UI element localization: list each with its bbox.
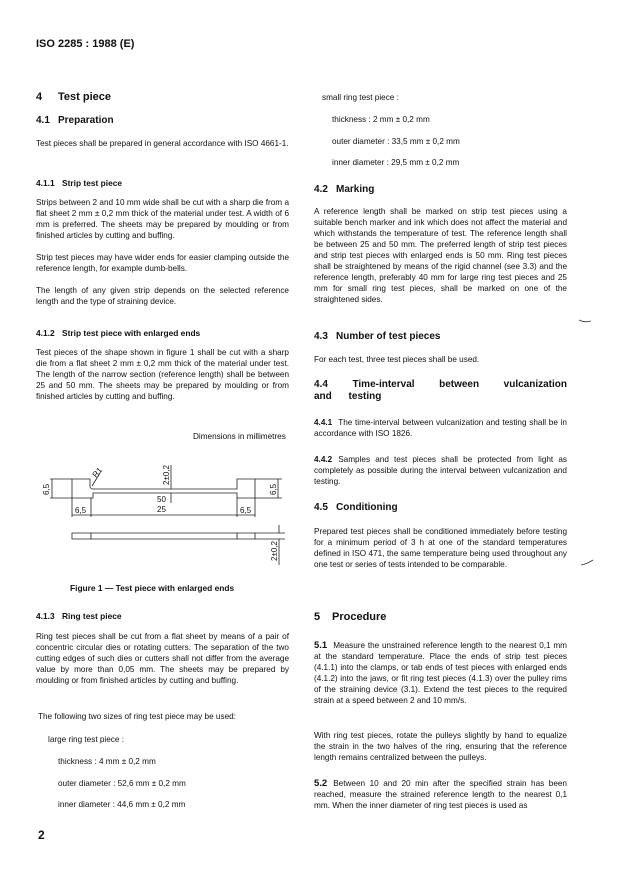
section-4-5-heading — [314, 502, 398, 513]
clause-text: The time-interval between vulcanization and testing shall be in accordance with ISO 1826. — [314, 418, 567, 438]
clause-text: Measure the unstrained reference length to the nearest 0,1 mm at the standard temperature. Place the ends of strip test pieces (4.1.1) into the clamps, or tab ends of test pieces with enlarged ends (4.1.2) into the jaws, or fit ring test pieces (4.1.3) over the pulley rims of the straining device (3.1). Extend the test pieces to the required strain at a speed between 2 and 10 mm/s. — [314, 641, 567, 705]
paragraph: Test pieces shall be prepared in general accordance with ISO 4661-1. — [36, 139, 289, 148]
paragraph: Strip test pieces may have wider ends for easier clamping outside the reference length, for example dumb-bells. — [36, 253, 289, 273]
section-title: Test piece — [58, 91, 111, 103]
list-heading: small ring test piece : — [322, 93, 399, 102]
clause-text: Samples and test pieces shall be protected from light as completely as possible during the interval between vulcanization and testing. — [314, 455, 567, 486]
section-number: 4.1.3 — [36, 611, 55, 621]
length-50-label: 50 — [157, 495, 166, 504]
section-4-4-heading — [314, 379, 567, 403]
clause-number: 5.2 — [314, 778, 328, 789]
thickness-label: 2±0,2 — [270, 541, 279, 561]
width-label: 2±0,2 — [162, 465, 171, 485]
paragraph — [314, 778, 567, 811]
section-number: 5 — [314, 611, 321, 623]
list-item: inner diameter : 29,5 mm ± 0,2 mm — [332, 158, 460, 167]
margin-pen-mark — [578, 318, 592, 324]
section-number: 4.1.1 — [36, 178, 55, 188]
end-length-right-label: 6,5 — [240, 506, 252, 515]
section-number: 4.5 — [314, 502, 328, 513]
paragraph — [314, 417, 567, 439]
section-number: 4.2 — [314, 184, 328, 195]
section-title: Conditioning — [336, 502, 398, 513]
section-number: 4.1 — [36, 115, 50, 126]
figure-1-drawing — [0, 455, 310, 565]
list-heading: large ring test piece : — [48, 735, 125, 744]
list-item: outer diameter : 52,6 mm ± 0,2 mm — [58, 779, 186, 788]
section-4-1-2-heading — [36, 328, 200, 338]
paragraph — [314, 454, 567, 487]
section-title: Preparation — [58, 115, 114, 126]
paragraph: A reference length shall be marked on strip test pieces using a suitable bench marker and ink which does not affect the material and which withstands the temperature of test. The reference length shall be between 25 and 50 mm. The preferred length of strip test pieces and strip test pieces with enlarged ends is 50 mm. Ring test pieces shall be straightened by means of the rigid channel (see 3.3) and the reference length, preferably 40 mm for large ring test pieces and 25 mm for small ring test pieces, shall be marked on one of the straightened sides. — [314, 207, 567, 304]
paragraph: For each test, three test pieces shall be used. — [314, 355, 480, 364]
section-5-heading — [314, 611, 386, 623]
section-number: 4.4 — [314, 379, 328, 390]
list-item: thickness : 2 mm ± 0,2 mm — [332, 115, 430, 124]
figure-caption: Figure 1 — Test piece with enlarged ends — [70, 583, 235, 593]
section-number: 4.1.2 — [36, 328, 55, 338]
paragraph: Test pieces of the shape shown in figure 1 shall be cut with a sharp die from a flat sheet 2 mm ± 0,2 mm thick of the material under test. The length of the narrow section (reference length) shall be between 25 and 50 mm. The sheets may be prepared by moulding or from finished articles by cutting and buffing. — [36, 348, 289, 401]
paragraph: With ring test pieces, rotate the pulleys slightly by hand to equalize the strain in the two halves of the ring, ensuring that the reference length remains centralized between the pulleys. — [314, 731, 567, 762]
end-height-right-label: 6,5 — [269, 483, 278, 495]
paragraph: Strips between 2 and 10 mm wide shall be cut with a sharp die from a flat sheet 2 mm ± 0,2 mm thick of the material under test. A width of 6 mm is preferred. The sheets may be prepared by moulding or from finished articles by cutting and buffing. — [36, 198, 289, 240]
section-4-1-heading — [36, 115, 114, 126]
clause-number: 5.1 — [314, 640, 328, 651]
page-number: 2 — [38, 828, 45, 842]
paragraph — [314, 640, 567, 706]
figure-units-note: Dimensions in millimetres — [193, 432, 286, 441]
clause-number: 4.4.2 — [314, 455, 333, 464]
section-title: Time-interval between vulcanization and testing — [314, 379, 567, 402]
clause-text: Between 10 and 20 min after the specified strain has been reached, measure the strained reference length to the nearest 0,1 mm. When the inner diameter of ring test pieces is used as — [314, 779, 567, 810]
section-4-1-3-heading — [36, 611, 122, 621]
section-number: 4 — [36, 91, 43, 103]
section-4-2-heading — [314, 184, 374, 195]
section-4-3-heading — [314, 331, 440, 342]
section-title: Ring test piece — [62, 611, 122, 621]
section-title: Strip test piece with enlarged ends — [62, 328, 201, 338]
radius-label: R1 — [90, 465, 105, 480]
length-25-label: 25 — [157, 505, 166, 514]
document-header: ISO 2285 : 1988 (E) — [36, 38, 135, 50]
paragraph: Ring test pieces shall be cut from a flat sheet by means of a pair of concentric circular dies or rotating cutters. The separation of the two cutting edges of such dies or cutters shall not differ from the average value by more than 0,05 mm. The sheets may be prepared by moulding or from finished articles by cutting and buffing. — [36, 632, 289, 685]
end-length-left-label: 6,5 — [75, 506, 87, 515]
list-item: outer diameter : 33,5 mm ± 0,2 mm — [332, 137, 460, 146]
clause-number: 4.4.1 — [314, 418, 333, 427]
list-item: inner diameter : 44,6 mm ± 0,2 mm — [58, 800, 186, 809]
paragraph: The following two sizes of ring test piece may be used: — [38, 712, 236, 721]
section-title: Number of test pieces — [336, 331, 441, 342]
list-item: thickness : 4 mm ± 0,2 mm — [58, 757, 156, 766]
test-piece-side-view — [72, 533, 255, 539]
paragraph: Prepared test pieces shall be conditioned immediately before testing for a minimum period of 3 h at one of the standard temperatures defined in ISO 471, the same temperature being used throughout any one test or series of tests intended to be comparable. — [314, 527, 567, 569]
section-number: 4.3 — [314, 331, 328, 342]
margin-pen-mark — [580, 559, 594, 567]
section-4-heading — [36, 91, 111, 103]
section-title: Marking — [336, 184, 375, 195]
end-height-left-label: 6,5 — [42, 483, 51, 495]
paragraph: The length of any given strip depends on the selected reference length and the type of straining device. — [36, 286, 289, 306]
section-title: Procedure — [332, 611, 387, 623]
section-title: Strip test piece — [62, 178, 123, 188]
section-4-1-1-heading — [36, 178, 122, 188]
